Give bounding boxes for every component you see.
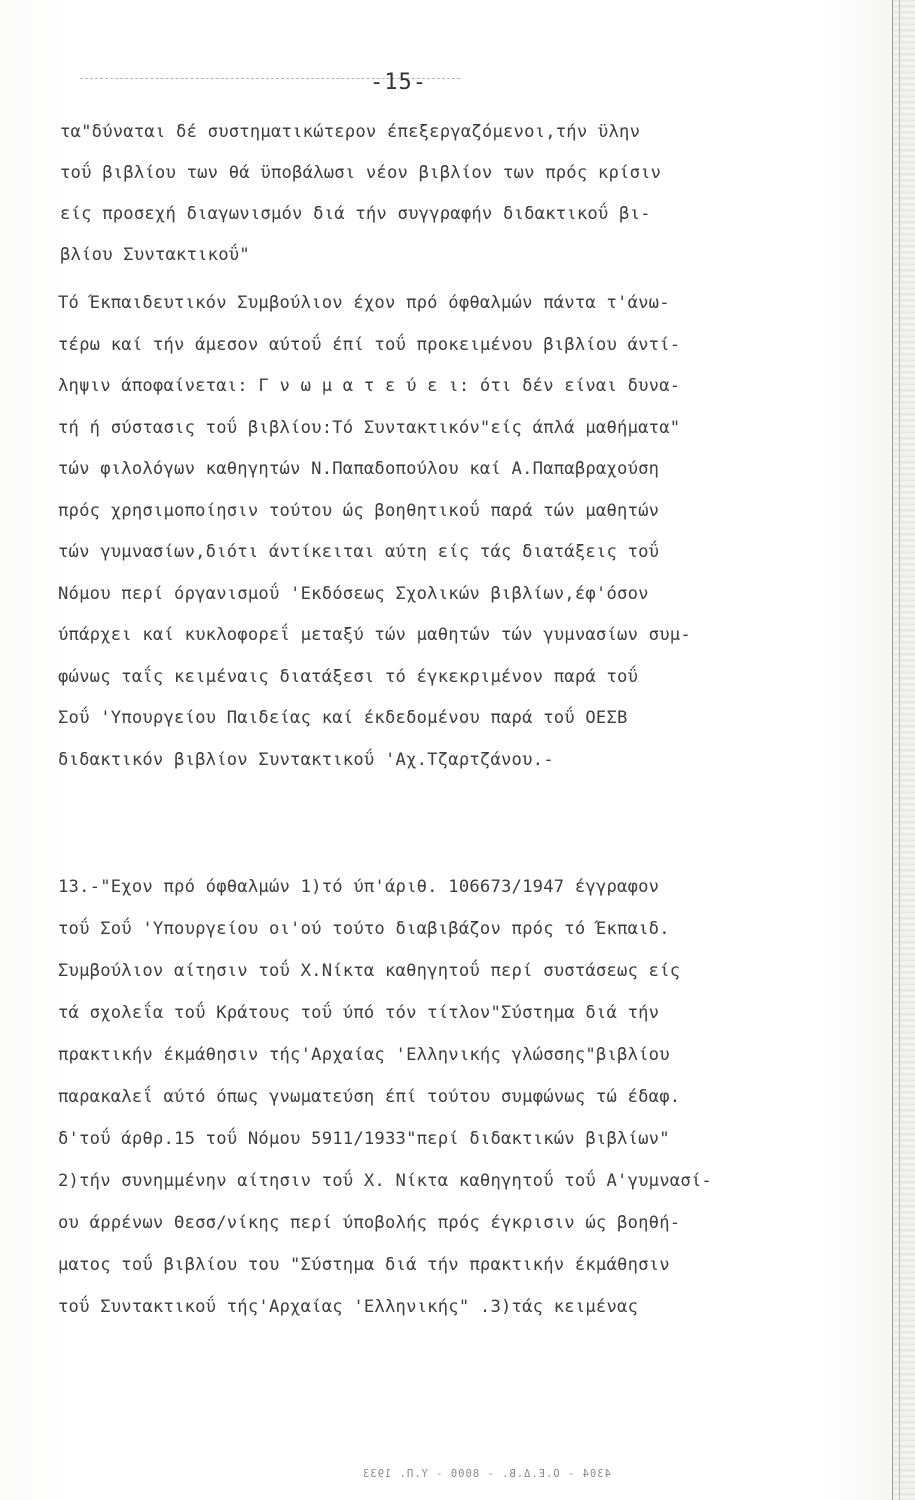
text-line: τέρω καί τήν άμεσον αύτοΰ έπί τοΰ προκειμένου βιβλίου άντί- bbox=[58, 334, 681, 355]
text-line: δ'τοΰ άρθρ.15 τοΰ Νόμου 5911/1933"περί διδακτικών βιβλίων" bbox=[58, 1129, 670, 1149]
text-line: φώνως ταΐς κειμέναις διατάξεσι τό έγκεκριμένον παρά τοΰ bbox=[58, 666, 639, 687]
text-line: Νόμου περί όργανισμοΰ 'Εκδόσεως Σχολικών βιβλίων,έφ'όσον bbox=[58, 583, 649, 604]
text-line: τή ή σύστασις τοΰ βιβλίου:Τό Συντακτικόν"είς άπλά μαθήματα" bbox=[58, 417, 681, 438]
text-line: τών φιλολόγων καθηγητών Ν.Παπαδοπούλου καί Α.Παπαβραχούση bbox=[58, 459, 660, 479]
page-binding-edge bbox=[892, 0, 915, 1500]
text-line: τοΰ Σοΰ 'Υπουργείου οι'ού τούτο διαβιβάζον πρός τό Έκπαιδ. bbox=[58, 919, 670, 939]
text-line: ύπάρχει καί κυκλοφορεΐ μεταξύ τών μαθητών τών γυμνασίων συμ- bbox=[58, 625, 691, 645]
text-line: ου άρρένων Θεσσ/νίκης περί ύποβολής πρός έγκρισιν ώς βοηθή- bbox=[58, 1213, 681, 1233]
text-line: τοΰ βιβλίου των θά ϋποβάλωσι νέον βιβλίον των πρός κρίσιν bbox=[60, 163, 662, 183]
text-line: διδακτικόν βιβλίον Συντακτικοΰ 'Αχ.Τζαρτζάνου.- bbox=[58, 749, 554, 770]
paragraph-1 bbox=[60, 112, 875, 276]
text-line: 13.-"Εχον πρό όφθαλμών 1)τό ύπ'άριθ. 106673/1947 έγγραφον bbox=[58, 877, 660, 897]
paragraph-3 bbox=[58, 866, 875, 1328]
text-line: τοΰ Συντακτικοΰ τής'Αρχαίας 'Ελληνικής" .3)τάς κειμένας bbox=[58, 1297, 639, 1317]
text-line: πρός χρησιμοποίησιν τούτου ώς βοηθητικοΰ παρά τών μαθητών bbox=[58, 500, 660, 521]
text-line: Σοΰ 'Υπουργείου Παιδείας καί έκδεδομένου παρά τοΰ ΟΕΣΒ bbox=[58, 708, 628, 728]
text-line: 2)τήν συνημμένην αίτησιν τοΰ Χ. Νίκτα καθηγητοΰ τοΰ Α'γυμνασί- bbox=[58, 1171, 712, 1191]
text-line: ματος τοΰ βιβλίου του "Σύστημα διά τήν πρακτικήν έκμάθησιν bbox=[58, 1255, 670, 1275]
text-line: είς προσεχή διαγωνισμόν διά τήν συγγραφήν διδακτικοΰ βι- bbox=[60, 204, 651, 224]
text-line: ληψιν άποφαίνεται: Γ ν ω μ α τ ε ύ ε ι: ότι δέν είναι δυνα- bbox=[58, 376, 681, 396]
page-number: -15- bbox=[370, 70, 427, 95]
text-line: βλίου Συντακτικοΰ" bbox=[60, 245, 250, 265]
text-line: τά σχολεΐα τοΰ Κράτους τοΰ ύπό τόν τίτλον"Σύστημα διά τήν bbox=[58, 1003, 660, 1023]
text-line: Συμβούλιον αίτησιν τοΰ Χ.Νίκτα καθηγητοΰ περί συστάσεως είς bbox=[58, 961, 681, 981]
printer-imprint: 4304 - Ο.Ε.Δ.Β. - 8000 - Υ.Π. 1933 bbox=[362, 1468, 611, 1480]
text-line: πρακτικήν έκμάθησιν τής'Αρχαίας 'Ελληνικής γλώσσης"βιβλίου bbox=[58, 1045, 670, 1065]
text-line: τα"δύναται δέ συστηματικώτερον έπεξεργαζόμενοι,τήν ϋλην bbox=[60, 122, 641, 142]
text-line: Τό Έκπαιδευτικόν Συμβούλιον έχον πρό όφθαλμών πάντα τ'άνω- bbox=[58, 293, 670, 313]
text-line: τών γυμνασίων,διότι άντίκειται αύτη είς τάς διατάξεις τοΰ bbox=[58, 542, 660, 562]
text-line: παρακαλεΐ αύτό όπως γνωματεύση έπί τούτου συμφώνως τώ έδαφ. bbox=[58, 1087, 681, 1107]
paragraph-2 bbox=[58, 283, 875, 781]
